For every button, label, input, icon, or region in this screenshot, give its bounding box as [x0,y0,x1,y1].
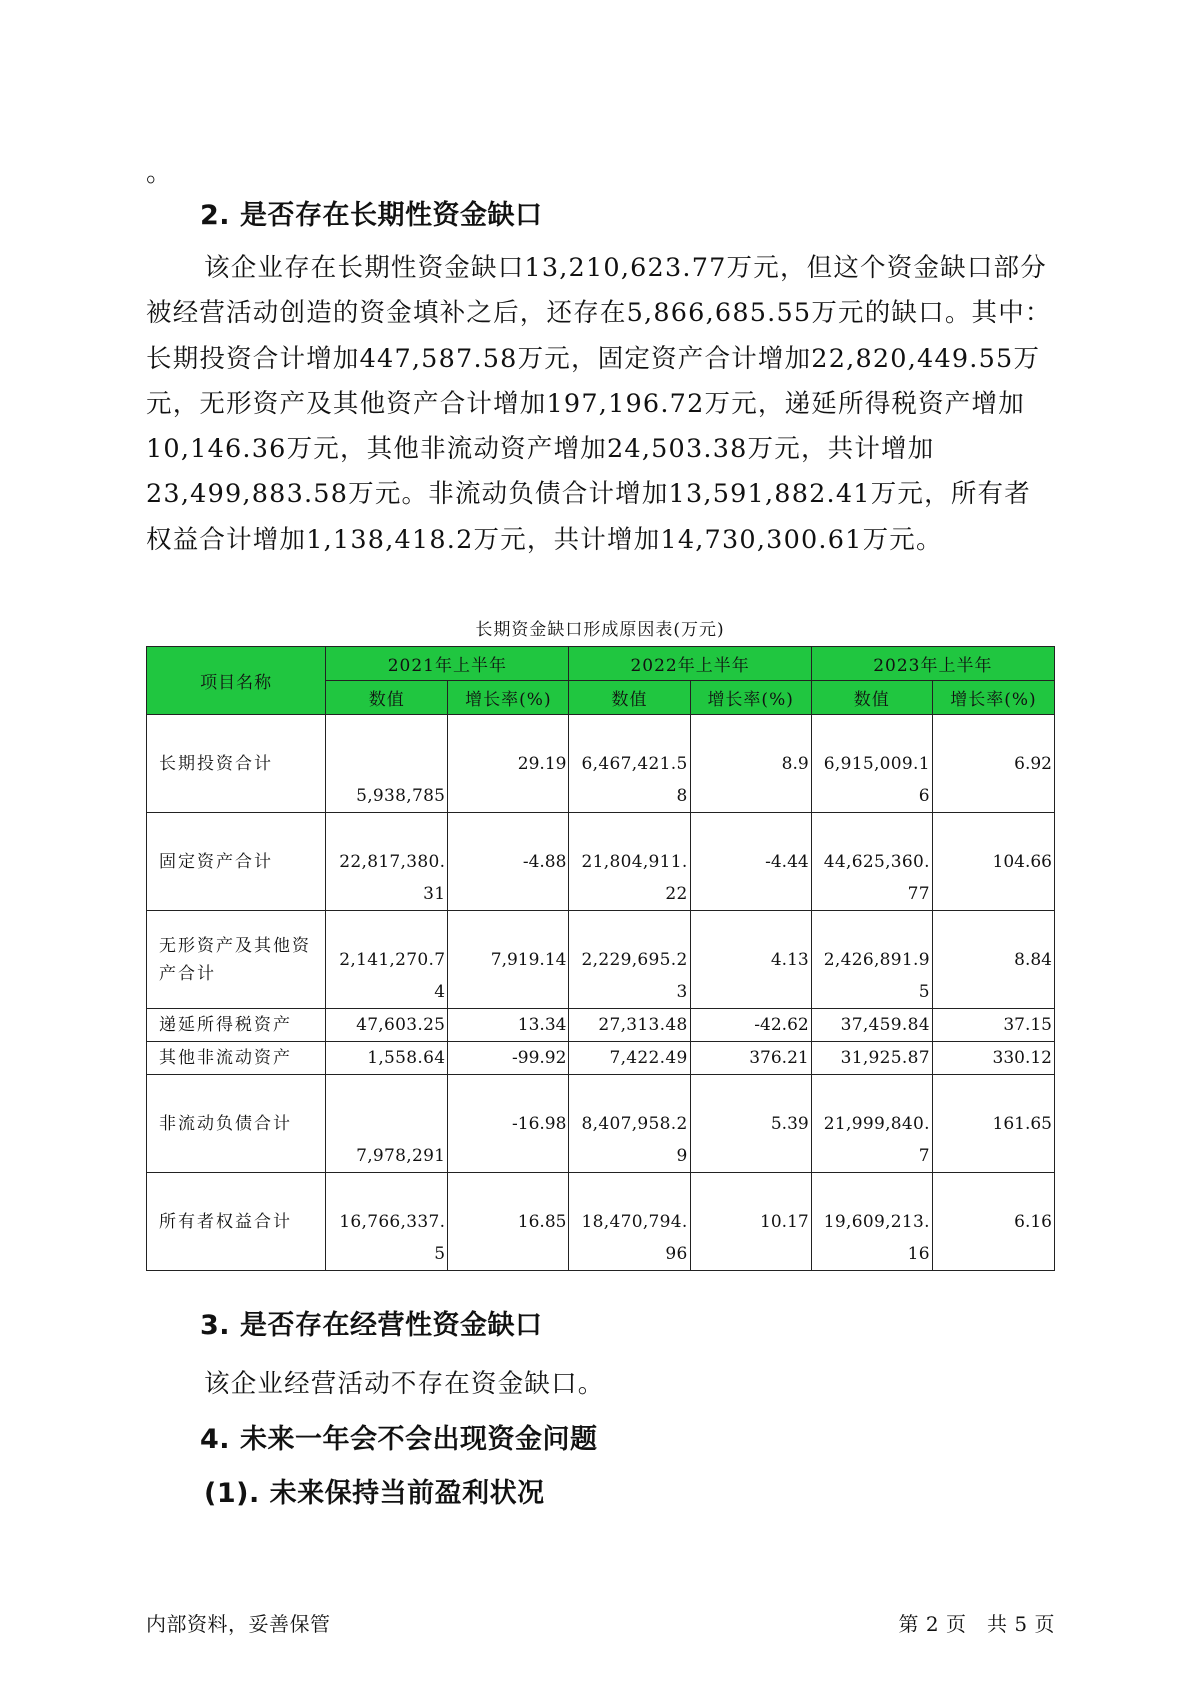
section-2-paragraph: 该企业存在长期性资金缺口13,210,623.77万元，但这个资金缺口部分被经营活动创造的资金填补之后，还存在5,866,685.55万元的缺口。其中：长期投资合计增加447,587.58万元，固定资产合计增加22,820,449.55万元，无形资产及其他资产合计增加197,196.72万元，递延所得税资产增加10,146.36万元，其他非流动资产增加24,503.38万元，共计增加23,499,883.58万元。非流动负债合计增加13,591,882.41万元，所有者权益合计增加1,138,418.2万元，共计增加14,730,300.61万元。 [146,253,1052,555]
rate-header: 增长率(%) [932,681,1054,715]
value-cell: 2,229,695.23 [569,911,690,1009]
section-4-subheading: (1). 未来保持当前盈利状况 [204,1478,545,1509]
table-row [147,1173,1055,1271]
rate-cell: 6.16 [932,1173,1054,1271]
rate-cell: 4.13 [690,911,811,1009]
rate-cell: -4.88 [448,813,569,911]
value-cell: 44,625,360.77 [811,813,932,911]
rate-cell: 5.39 [690,1075,811,1173]
table-row [147,715,1055,813]
table-header-row [147,647,1055,681]
period-header-2022: 2022年上半年 [569,647,811,681]
rate-cell: 29.19 [448,715,569,813]
rate-cell: 376.21 [690,1042,811,1075]
value-cell: 37,459.84 [811,1009,932,1042]
row-name: 固定资产合计 [147,813,326,911]
footer-page-number: 第 2 页 共 5 页 [898,1612,1055,1636]
table-row [147,911,1055,1009]
rate-cell: 7,919.14 [448,911,569,1009]
value-cell: 27,313.48 [569,1009,690,1042]
rate-cell: 13.34 [448,1009,569,1042]
row-name: 无形资产及其他资产合计 [147,911,326,1009]
value-cell: 6,467,421.58 [569,715,690,813]
value-cell: 7,422.49 [569,1042,690,1075]
value-cell: 47,603.25 [326,1009,448,1042]
value-cell: 19,609,213.16 [811,1173,932,1271]
rate-cell: -4.44 [690,813,811,911]
item-name-header: 项目名称 [147,647,326,715]
value-cell: 6,915,009.16 [811,715,932,813]
row-name: 其他非流动资产 [147,1042,326,1075]
row-name: 长期投资合计 [147,715,326,813]
rate-cell: 10.17 [690,1173,811,1271]
value-cell: 5,938,785 [326,715,448,813]
rate-cell: 16.85 [448,1173,569,1271]
rate-cell: 8.9 [690,715,811,813]
rate-cell: 104.66 [932,813,1054,911]
value-cell: 18,470,794.96 [569,1173,690,1271]
value-cell: 7,978,291 [326,1075,448,1173]
value-header: 数值 [811,681,932,715]
rate-cell: 8.84 [932,911,1054,1009]
value-cell: 2,141,270.74 [326,911,448,1009]
row-name: 非流动负债合计 [147,1075,326,1173]
rate-header: 增长率(%) [690,681,811,715]
value-cell: 22,817,380.31 [326,813,448,911]
section-4-heading: 4. 未来一年会不会出现资金问题 [200,1424,598,1455]
rate-header: 增长率(%) [448,681,569,715]
rate-cell: -16.98 [448,1075,569,1173]
value-header: 数值 [326,681,448,715]
value-cell: 2,426,891.95 [811,911,932,1009]
table-row [147,1042,1055,1075]
value-cell: 21,804,911.22 [569,813,690,911]
rate-cell: -42.62 [690,1009,811,1042]
table-row [147,813,1055,911]
value-header: 数值 [569,681,690,715]
value-cell: 31,925.87 [811,1042,932,1075]
table-row [147,1075,1055,1173]
period-header-2023: 2023年上半年 [811,647,1054,681]
period-header-2021: 2021年上半年 [326,647,569,681]
value-cell: 21,999,840.7 [811,1075,932,1173]
table-caption: 长期资金缺口形成原因表(万元) [475,620,725,640]
rate-cell: 6.92 [932,715,1054,813]
long-term-gap-table [146,646,1055,1271]
leading-punctuation: 。 [146,158,173,188]
value-cell: 1,558.64 [326,1042,448,1075]
table-row [147,1009,1055,1042]
section-3-paragraph: 该企业经营活动不存在资金缺口。 [204,1369,605,1399]
footer-confidential-note: 内部资料，妥善保管 [146,1612,331,1636]
rate-cell: 161.65 [932,1075,1054,1173]
value-cell: 8,407,958.29 [569,1075,690,1173]
rate-cell: 330.12 [932,1042,1054,1075]
row-name: 所有者权益合计 [147,1173,326,1271]
section-3-heading: 3. 是否存在经营性资金缺口 [200,1310,543,1341]
value-cell: 16,766,337.5 [326,1173,448,1271]
rate-cell: 37.15 [932,1009,1054,1042]
section-2-heading: 2. 是否存在长期性资金缺口 [200,200,543,231]
row-name: 递延所得税资产 [147,1009,326,1042]
rate-cell: -99.92 [448,1042,569,1075]
